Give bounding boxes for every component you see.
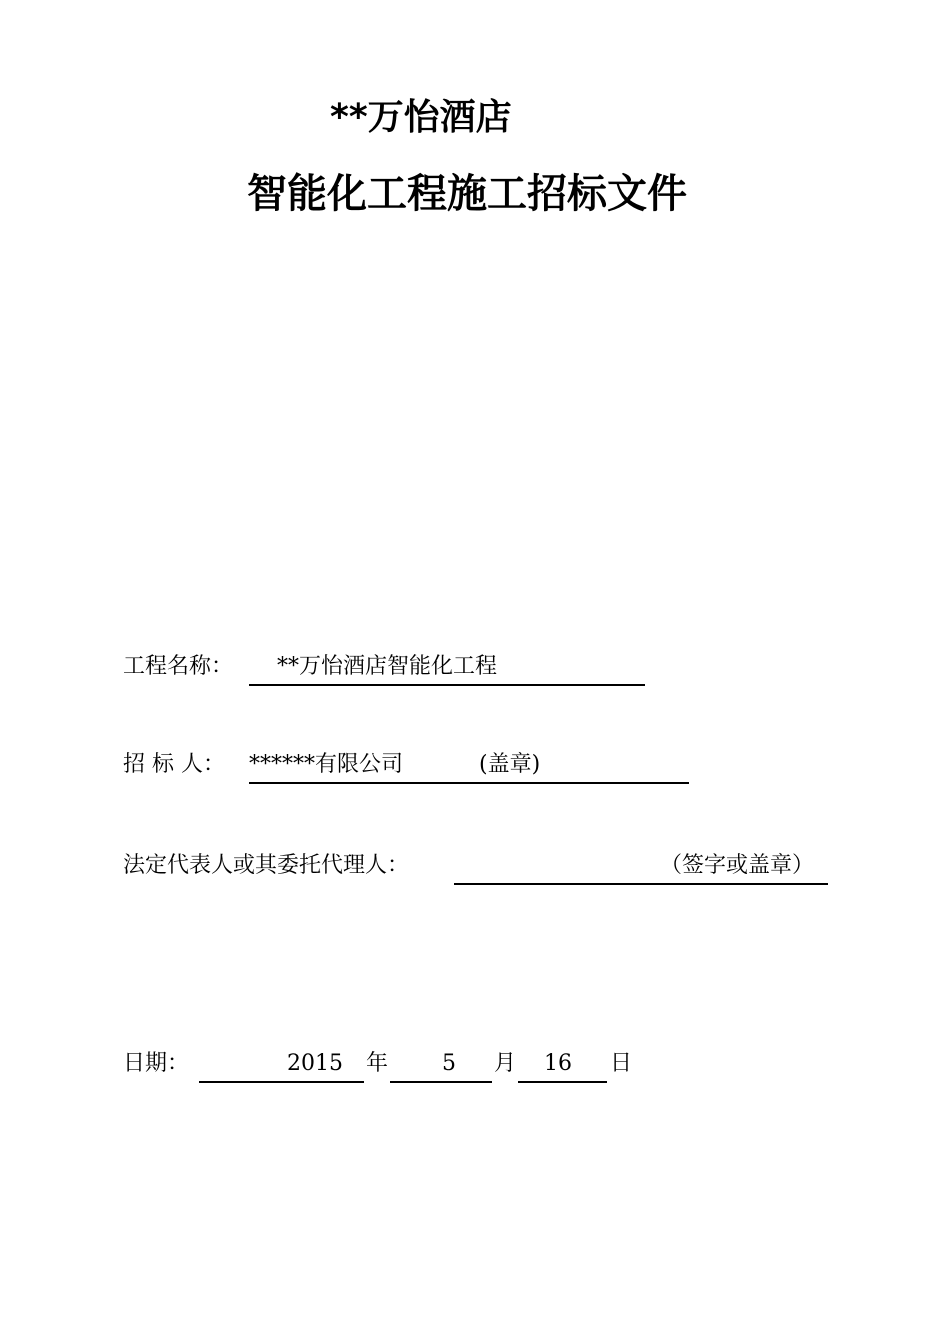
document-title-line-1: **万怡酒店 [330,97,512,138]
legal-representative-field [123,855,833,887]
date-year-unit: 年 [366,1051,389,1076]
tenderer-value: ******有限公司 [249,752,404,777]
date-day-underline [518,1053,607,1083]
tenderer-seal-note: (盖章) [479,752,541,777]
date-day-unit: 日 [610,1051,633,1076]
project-name-label: 工程名称： [123,654,234,679]
date-field [123,1053,643,1085]
legal-representative-underline [454,855,828,885]
tenderer-underline [249,754,689,784]
project-name-underline [249,656,645,686]
legal-representative-note: （签字或盖章） [660,853,815,878]
project-name-value: **万怡酒店智能化工程 [277,654,498,679]
date-month-underline [390,1053,492,1083]
tenderer-label: 招 标 人： [123,752,225,777]
date-year-value: 2015 [287,1051,343,1076]
date-month-value: 5 [442,1051,456,1076]
date-day-value: 16 [544,1051,572,1076]
project-name-field [123,656,653,688]
date-month-unit: 月 [494,1051,517,1076]
date-label: 日期： [123,1051,190,1076]
date-year-underline [199,1053,364,1083]
legal-representative-label: 法定代表人或其委托代理人： [123,853,410,878]
document-title-line-2: 智能化工程施工招标文件 [247,171,687,217]
tenderer-field [123,754,693,786]
